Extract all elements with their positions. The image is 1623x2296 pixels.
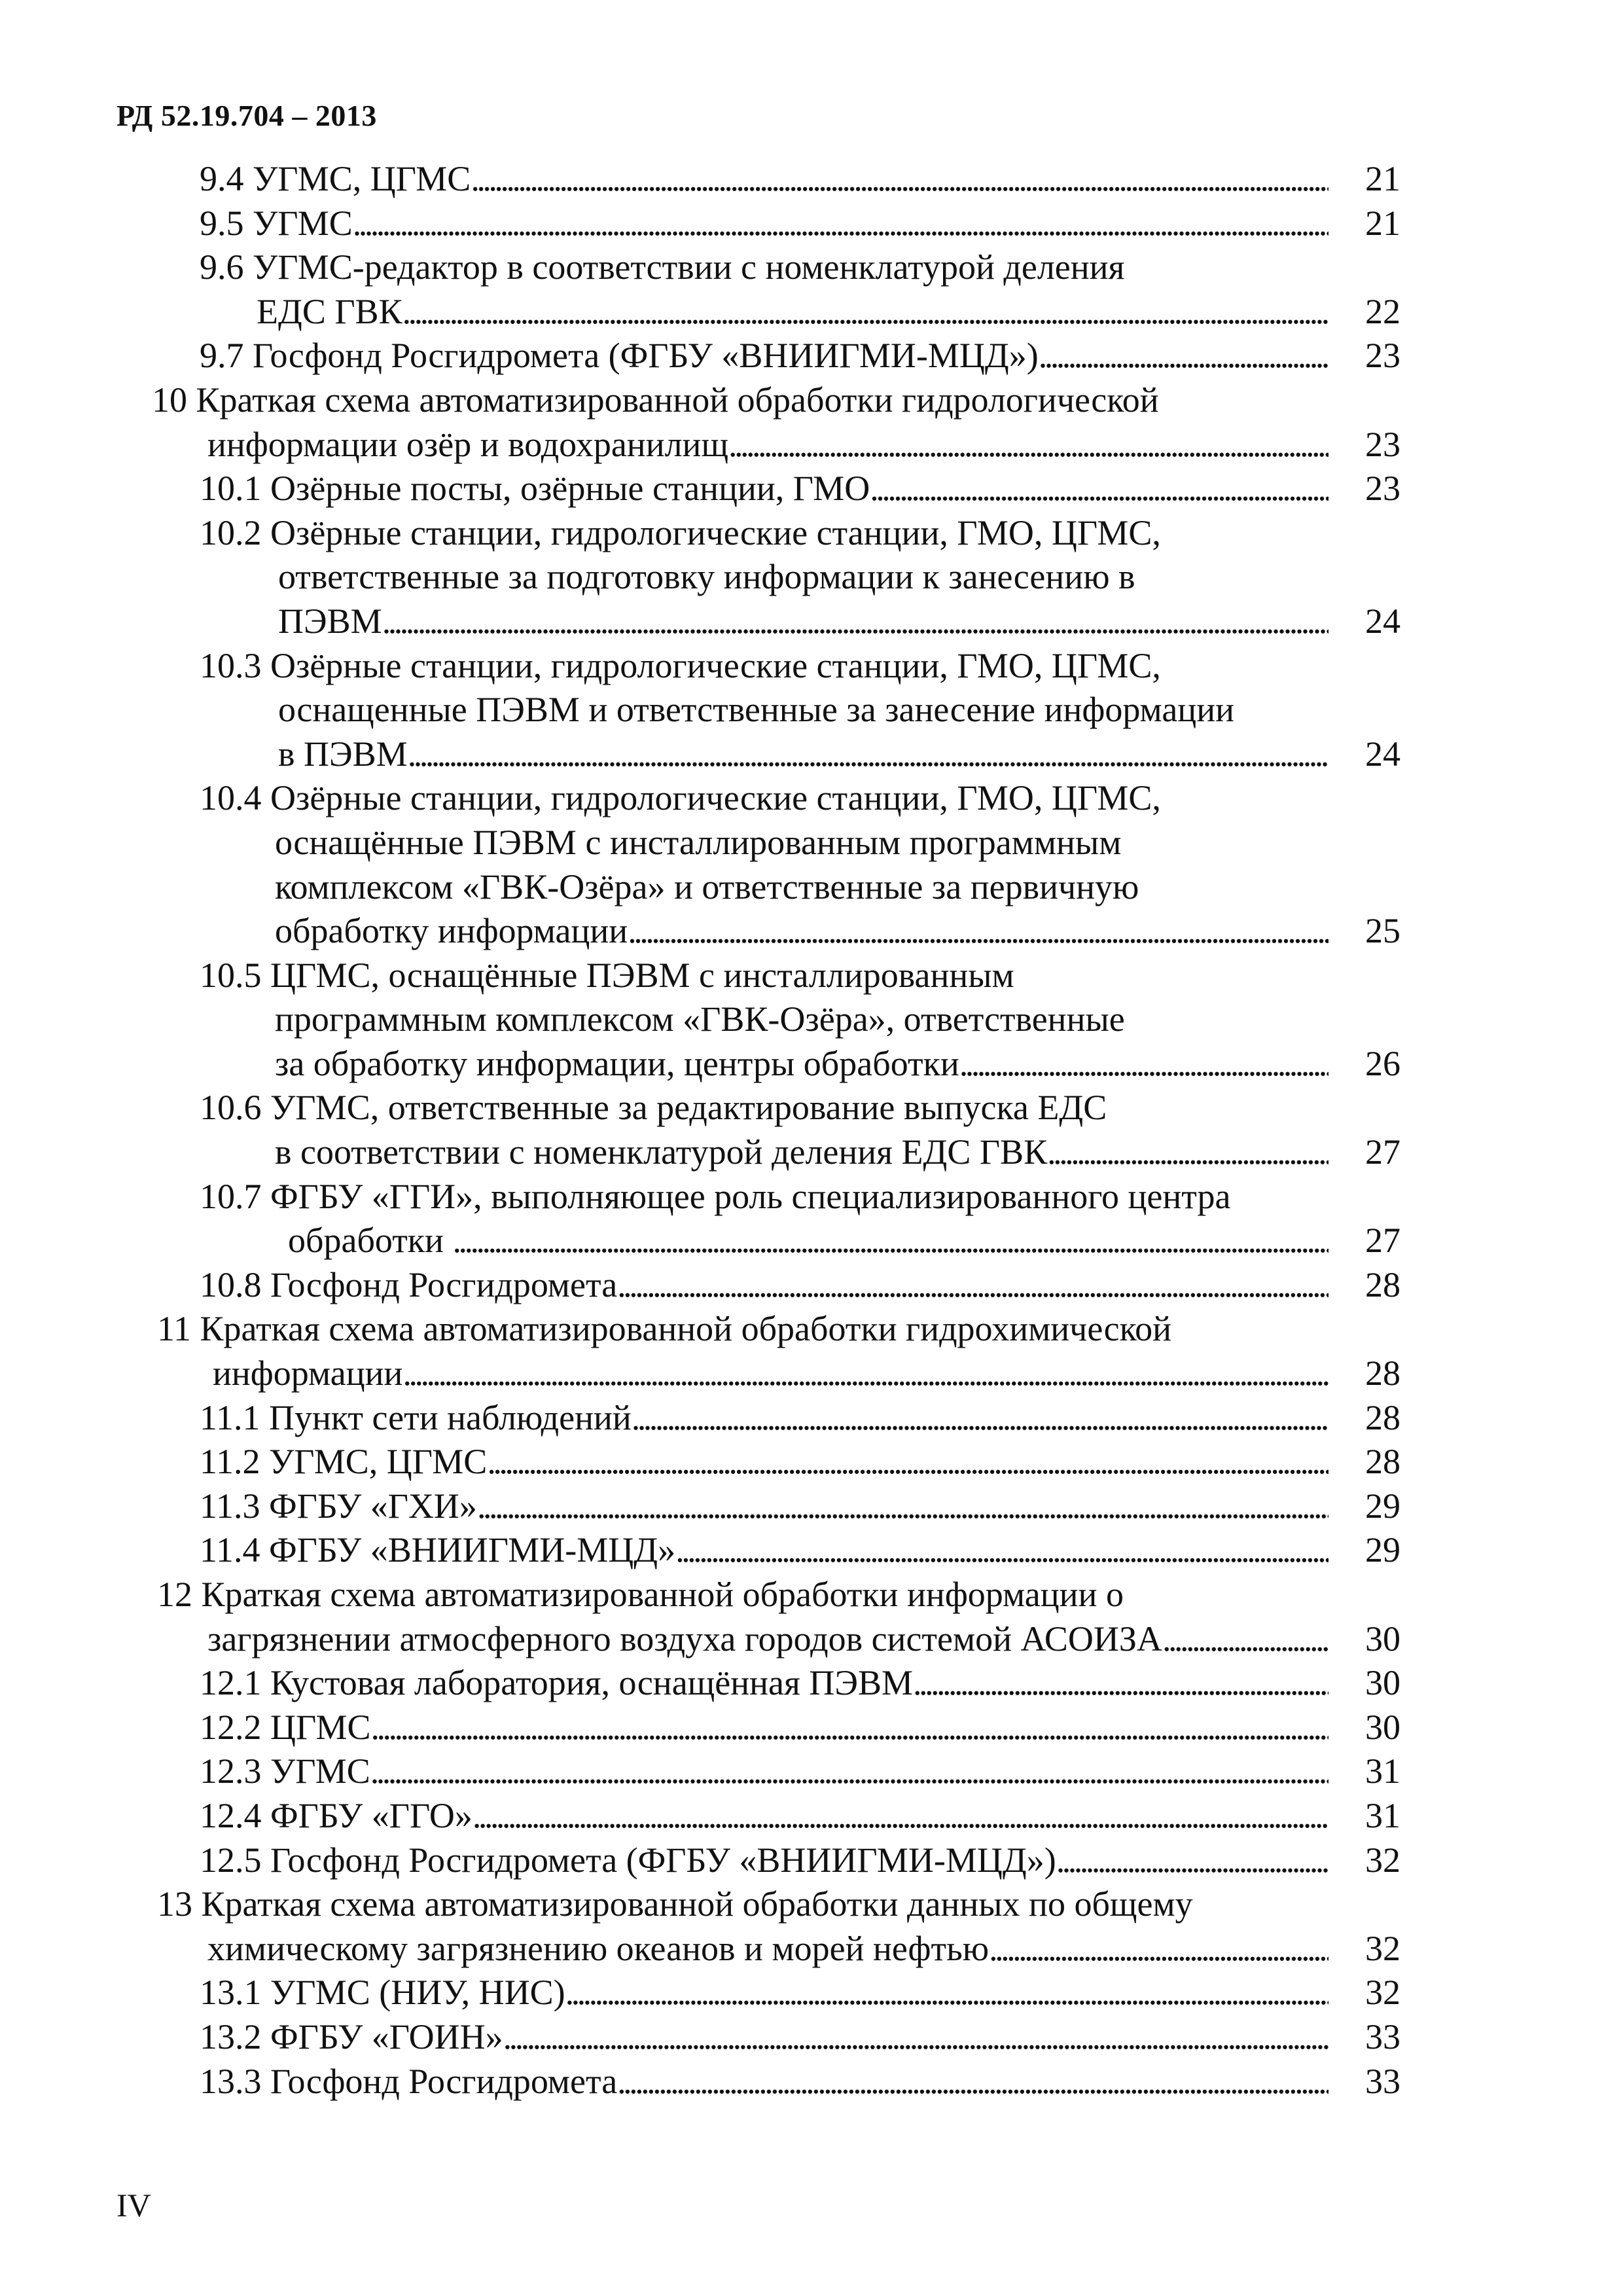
toc-entry-title: 13.1 УГМС (НИУ, НИС) . . .	[200, 1971, 1329, 2015]
toc-entry	[0, 1706, 1623, 1750]
toc-entry	[0, 776, 1623, 821]
toc-entry	[0, 1882, 1623, 1927]
toc-entry	[0, 1661, 1623, 1706]
toc-entry-title: 10.8 Госфонд Росгидромета . . .	[200, 1263, 1329, 1308]
toc-entry-page: 26	[1365, 1043, 1400, 1083]
toc-entry-title: 13 Краткая схема автоматизированной обработки данных по общему	[157, 1884, 1193, 1924]
toc-entry-page: 22	[1365, 291, 1400, 331]
toc-entry-page: 29	[1365, 1530, 1400, 1570]
toc-entry	[0, 334, 1623, 378]
toc-entry-title: ЕДС ГВК . . .	[257, 290, 1329, 334]
toc-entry	[0, 732, 1623, 777]
toc-entry-page: 33	[1365, 2061, 1400, 2101]
toc-entry	[0, 1219, 1623, 1263]
toc-entry-title: 12.2 ЦГМС . . .	[200, 1706, 1329, 1750]
toc-entry	[0, 1263, 1623, 1308]
toc-entry-title: программным комплексом «ГВК-Озёра», ответственные	[275, 999, 1125, 1039]
toc-entry-title: 10.6 УГМС, ответственные за редактирование выпуска ЕДС	[200, 1088, 1107, 1128]
toc-entry-title: химическому загрязнению океанов и морей нефтью . . .	[207, 1927, 1329, 1971]
toc-entry-page: 21	[1365, 159, 1400, 198]
toc-entry	[0, 378, 1623, 423]
toc-entry	[0, 467, 1623, 511]
toc-entry	[0, 1749, 1623, 1794]
toc-entry-page: 32	[1365, 1973, 1400, 2013]
toc-entry-title: 11.3 ФГБУ «ГХИ» . . .	[200, 1484, 1329, 1529]
toc-entry-title: оснащённые ПЭВМ с инсталлированным программным	[275, 822, 1122, 862]
toc-entry	[0, 1573, 1623, 1617]
toc-entry	[0, 1130, 1623, 1175]
toc-entry-title: 12.3 УГМС . . .	[200, 1749, 1329, 1794]
toc-entry-title: 10.3 Озёрные станции, гидрологические станции, ГМО, ЦГМС,	[200, 645, 1161, 685]
toc-entry	[0, 1617, 1623, 1662]
toc-entry	[0, 600, 1623, 644]
toc-entry-page: 31	[1365, 1795, 1400, 1835]
document-code-header: РД 52.19.704 – 2013	[116, 99, 377, 132]
toc-entry-page: 21	[1365, 203, 1400, 243]
toc-entry-page: 28	[1365, 1397, 1400, 1437]
toc-entry-page: 30	[1365, 1707, 1400, 1747]
toc-entry	[0, 511, 1623, 556]
toc-entry-title: обработки . . .	[288, 1219, 1329, 1263]
toc-entry-title: 10.7 ФГБУ «ГГИ», выполняющее роль специализированного центра	[200, 1176, 1231, 1216]
toc-entry	[0, 1971, 1623, 2015]
toc-entry	[0, 688, 1623, 732]
toc-entry-title: 12 Краткая схема автоматизированной обработки информации о	[157, 1575, 1124, 1614]
toc-entry	[0, 2015, 1623, 2060]
toc-entry	[0, 202, 1623, 246]
toc-entry-title: 11.2 УГМС, ЦГМС . . .	[200, 1440, 1329, 1484]
toc-entry-page: 25	[1365, 911, 1400, 951]
toc-entry-page: 33	[1365, 2017, 1400, 2056]
toc-entry	[0, 555, 1623, 600]
toc-entry-title: 13.2 ФГБУ «ГОИН» . . .	[200, 2015, 1329, 2060]
toc-entry-title: 10.4 Озёрные станции, гидрологические станции, ГМО, ЦГМС,	[200, 778, 1161, 818]
toc-entry	[0, 2060, 1623, 2104]
toc-entry-title: 12.5 Госфонд Росгидромета (ФГБУ «ВНИИГМИ-МЦД») . . .	[200, 1839, 1329, 1883]
toc-entry-page: 24	[1365, 601, 1400, 641]
toc-entry-title: комплексом «ГВК-Озёра» и ответственные за первичную	[275, 867, 1139, 906]
toc-entry-title: 12.1 Кустовая лаборатория, оснащённая ПЭВМ . . .	[200, 1661, 1329, 1706]
toc-entry-page: 32	[1365, 1840, 1400, 1880]
toc-entry	[0, 1839, 1623, 1883]
toc-entry-title: 10.5 ЦГМС, оснащённые ПЭВМ с инсталлированным	[200, 955, 1014, 995]
toc-entry	[0, 1484, 1623, 1529]
toc-entry-page: 23	[1365, 424, 1400, 464]
toc-entry	[0, 290, 1623, 334]
toc-entry	[0, 821, 1623, 865]
toc-entry-page: 27	[1365, 1221, 1400, 1261]
toc-entry	[0, 644, 1623, 689]
toc-entry-page: 24	[1365, 734, 1400, 774]
toc-entry-page: 28	[1365, 1265, 1400, 1304]
toc-entry-page: 30	[1365, 1619, 1400, 1659]
toc-entry	[0, 1396, 1623, 1441]
toc-entry-title: 9.5 УГМС . . .	[200, 202, 1329, 246]
toc-entry-page: 23	[1365, 336, 1400, 376]
toc-entry	[0, 954, 1623, 998]
table-of-contents	[0, 157, 1623, 2104]
toc-entry-title: обработку информации . . .	[275, 909, 1329, 954]
toc-entry	[0, 1927, 1623, 1971]
toc-entry-title: информации озёр и водохранилищ . . .	[207, 423, 1329, 467]
toc-entry-page: 23	[1365, 469, 1400, 509]
toc-entry	[0, 1440, 1623, 1484]
toc-entry	[0, 997, 1623, 1042]
toc-entry-title: ответственные за подготовку информации к занесению в	[278, 557, 1135, 597]
toc-entry-title: в соответствии с номенклатурой деления ЕДС ГВК . . .	[275, 1130, 1329, 1175]
toc-entry	[0, 909, 1623, 954]
toc-entry-page: 30	[1365, 1663, 1400, 1703]
toc-entry	[0, 423, 1623, 467]
toc-entry	[0, 1175, 1623, 1219]
toc-entry-title: 9.4 УГМС, ЦГМС . . .	[200, 157, 1329, 202]
toc-entry-title: 12.4 ФГБУ «ГГО» . . .	[200, 1794, 1329, 1839]
toc-entry-page: 28	[1365, 1354, 1400, 1393]
toc-entry-page: 28	[1365, 1442, 1400, 1482]
toc-entry-title: 13.3 Госфонд Росгидромета . . .	[200, 2060, 1329, 2104]
page-number: IV	[116, 2187, 151, 2223]
toc-entry-title: загрязнении атмосферного воздуха городов системой АСОИЗА . . .	[207, 1617, 1329, 1662]
toc-entry-title: 10.2 Озёрные станции, гидрологические станции, ГМО, ЦГМС,	[200, 512, 1161, 552]
toc-entry	[0, 865, 1623, 910]
toc-entry	[0, 1086, 1623, 1130]
toc-entry	[0, 245, 1623, 290]
toc-entry-title: 11 Краткая схема автоматизированной обработки гидрохимической	[157, 1309, 1171, 1349]
toc-entry	[0, 1528, 1623, 1573]
toc-entry-title: за обработку информации, центры обработки . . .	[275, 1042, 1329, 1086]
toc-entry-title: 11.4 ФГБУ «ВНИИГМИ-МЦД» . . .	[200, 1528, 1329, 1573]
toc-entry-title: в ПЭВМ . . .	[278, 732, 1329, 777]
toc-entry-page: 32	[1365, 1928, 1400, 1968]
toc-entry	[0, 1307, 1623, 1352]
toc-entry-title: 10.1 Озёрные посты, озёрные станции, ГМО . . .	[200, 467, 1329, 511]
toc-entry-title: 9.7 Госфонд Росгидромета (ФГБУ «ВНИИГМИ-МЦД») . . .	[200, 334, 1329, 378]
toc-entry-page: 31	[1365, 1751, 1400, 1791]
toc-entry	[0, 1794, 1623, 1839]
toc-entry-title: оснащенные ПЭВМ и ответственные за занесение информации	[278, 690, 1235, 730]
toc-entry	[0, 1352, 1623, 1396]
toc-entry	[0, 157, 1623, 202]
toc-entry-page: 27	[1365, 1132, 1400, 1172]
toc-entry-title: 10 Краткая схема автоматизированной обработки гидрологической	[152, 380, 1159, 420]
toc-entry	[0, 1042, 1623, 1086]
toc-entry-title: 9.6 УГМС-редактор в соответствии с номенклатурой деления	[200, 247, 1125, 287]
toc-entry-title: 11.1 Пункт сети наблюдений . . .	[200, 1396, 1329, 1441]
toc-entry-title: информации . . .	[213, 1352, 1329, 1396]
toc-entry-title: ПЭВМ . . .	[278, 600, 1329, 644]
toc-entry-page: 29	[1365, 1486, 1400, 1526]
